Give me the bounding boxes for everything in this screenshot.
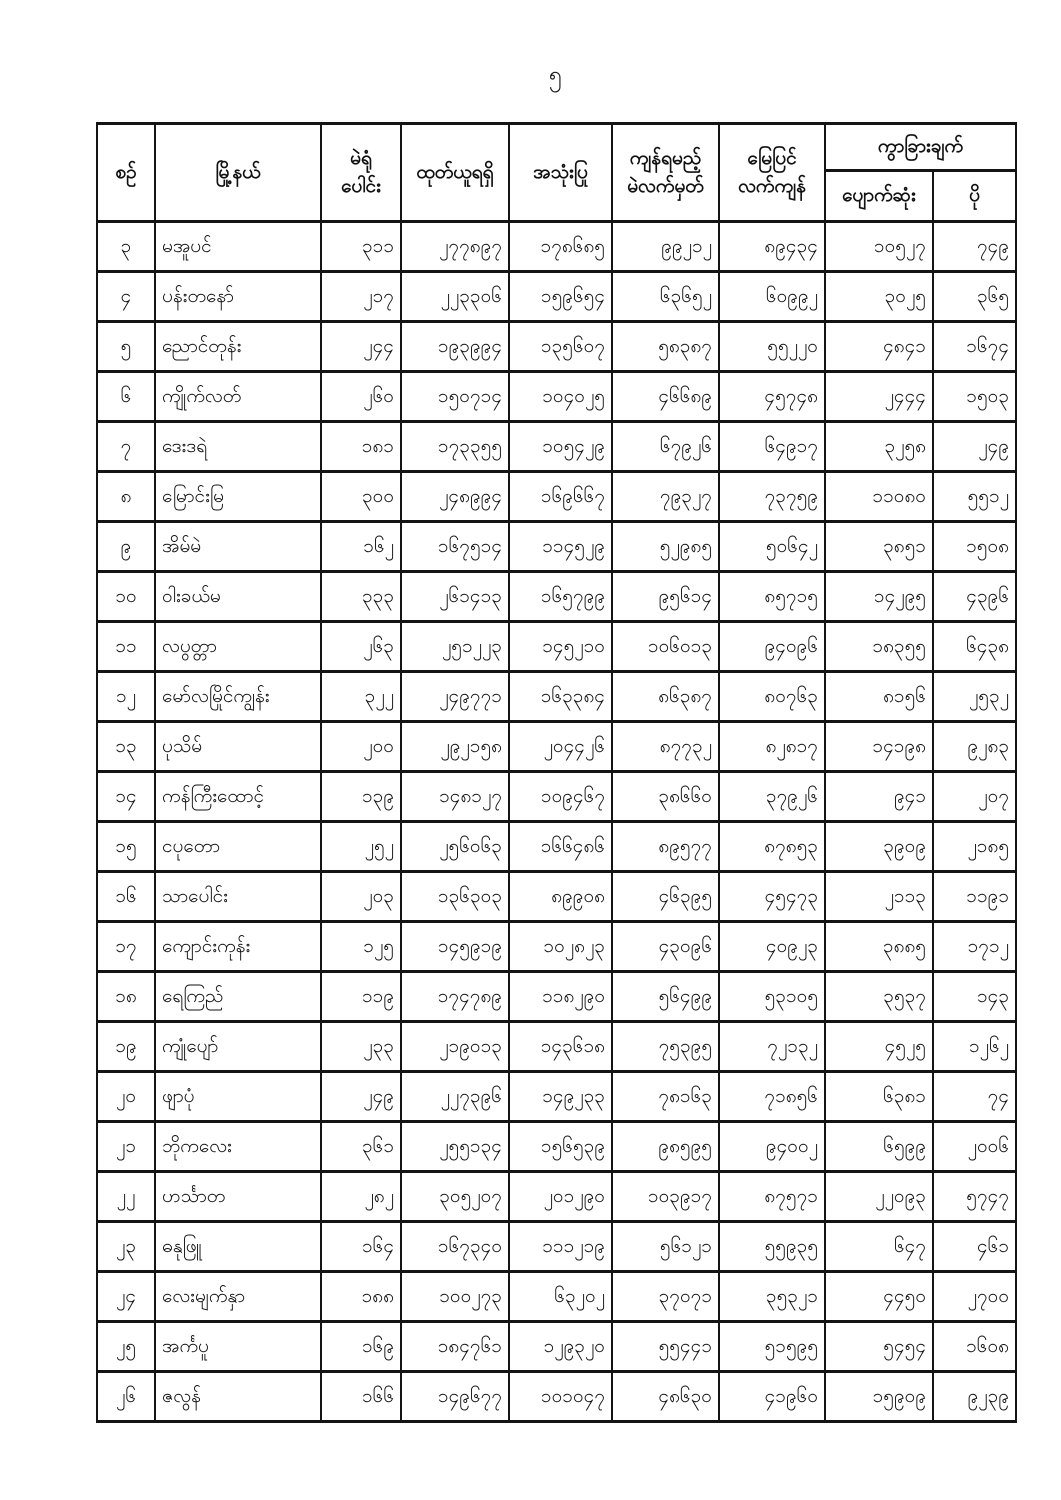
remaining-cell: ၁၀၆၀၁၃ [612,622,719,672]
remaining-cell: ၇၅၃၉၅ [612,1022,719,1072]
ground-cell: ၉၄၀၉၆ [719,622,825,672]
header-polling-stations [321,124,401,222]
township-cell: ကျောင်းကုန်း [155,922,321,972]
extra-cell: ၉၂၈၃ [933,722,1016,772]
no-cell: ၇ [97,422,155,472]
table-row [97,1072,1016,1122]
ground-cell: ၈၀၇၆၃ [719,672,825,722]
header-received: ထုတ်ယူရရှိ [401,124,509,222]
header-ground-remaining-line2: လက်ကျန် [738,175,806,197]
table-row [97,1172,1016,1222]
lost-cell: ၄၄၅၀ [825,1272,933,1322]
received-cell: ၂၄၈၉၉၄ [401,472,509,522]
table-body [97,222,1016,1422]
remaining-cell: ၆၃၆၅၂ [612,272,719,322]
remaining-cell: ၈၉၅၇၇ [612,822,719,872]
received-cell: ၂၆၁၄၁၃ [401,572,509,622]
remaining-cell: ၉၉၂၁၂ [612,222,719,272]
township-cell: ဓနုဖြူ [155,1222,321,1272]
table-row [97,322,1016,372]
used-cell: ၁၀၄၀၂၅ [509,372,612,422]
remaining-cell: ၇၈၁၆၃ [612,1072,719,1122]
used-cell: ၁၆၆၄၈၆ [509,822,612,872]
extra-cell: ၇၄ [933,1072,1016,1122]
table-row [97,1322,1016,1372]
remaining-cell: ၄၃၀၉၆ [612,922,719,972]
no-cell: ၁၁ [97,622,155,672]
lost-cell: ၁၁၀၈၀ [825,472,933,522]
lost-cell: ၅၄၅၄ [825,1322,933,1372]
remaining-cell: ၄၆၃၉၅ [612,872,719,922]
table-row [97,272,1016,322]
township-cell: ရေကြည် [155,972,321,1022]
used-cell: ၁၀၂၈၂၃ [509,922,612,972]
used-cell: ၁၆၉၆၆၇ [509,472,612,522]
table-row [97,522,1016,572]
no-cell: ၁၀ [97,572,155,622]
header-polling-stations-line1: မဲရုံ [350,147,372,169]
used-cell: ၁၁၁၂၁၉ [509,1222,612,1272]
remaining-cell: ၄၈၆၃၀ [612,1372,719,1422]
no-cell: ၁၃ [97,722,155,772]
stations-cell: ၂၄၉ [321,1072,401,1122]
table-row [97,922,1016,972]
township-cell: ညောင်တုန်း [155,322,321,372]
extra-cell: ၁၁၉၁ [933,872,1016,922]
ground-cell: ၄၀၉၂၃ [719,922,825,972]
township-cell: ကန်ကြီးထောင့် [155,772,321,822]
header-extra: ပို [933,171,1016,222]
township-cell: မော်လမြိုင်ကျွန်း [155,672,321,722]
received-cell: ၁၆၇၃၄၀ [401,1222,509,1272]
extra-cell: ၂၇၀၀ [933,1272,1016,1322]
no-cell: ၁၆ [97,872,155,922]
used-cell: ၁၀၁၀၄၇ [509,1372,612,1422]
township-cell: ကျိုက်လတ် [155,372,321,422]
ground-cell: ၅၅၂၂၀ [719,322,825,372]
received-cell: ၁၇၄၇၈၉ [401,972,509,1022]
remaining-cell: ၅၂၉၈၅ [612,522,719,572]
header-remaining-ballots [612,124,719,222]
used-cell: ၁၁၄၅၂၉ [509,522,612,572]
township-cell: မြောင်းမြ [155,472,321,522]
ground-cell: ၄၅၇၄၈ [719,372,825,422]
table-row [97,1272,1016,1322]
remaining-cell: ၈၆၃၈၇ [612,672,719,722]
table-row [97,622,1016,672]
header-no: စဉ် [97,124,155,222]
extra-cell: ၁၇၁၂ [933,922,1016,972]
stations-cell: ၁၆၄ [321,1222,401,1272]
no-cell: ၂၀ [97,1072,155,1122]
extra-cell: ၄၆၁ [933,1222,1016,1272]
stations-cell: ၃၀၀ [321,472,401,522]
township-cell: သာပေါင်း [155,872,321,922]
ground-cell: ၈၇၈၅၃ [719,822,825,872]
stations-cell: ၂၆၀ [321,372,401,422]
lost-cell: ၆၄၇ [825,1222,933,1272]
extra-cell: ၃၆၅ [933,272,1016,322]
lost-cell: ၃၉၀၉ [825,822,933,872]
extra-cell: ၂၄၉ [933,422,1016,472]
extra-cell: ၅၇၄၇ [933,1172,1016,1222]
stations-cell: ၁၃၉ [321,772,401,822]
no-cell: ၁၇ [97,922,155,972]
stations-cell: ၁၆၉ [321,1322,401,1372]
extra-cell: ၂၁၈၅ [933,822,1016,872]
stations-cell: ၃၆၁ [321,1122,401,1172]
header-difference: ကွာခြားချက် [825,124,1016,171]
used-cell: ၁၆၅၇၉၉ [509,572,612,622]
no-cell: ၁၂ [97,672,155,722]
stations-cell: ၂၃၃ [321,1022,401,1072]
no-cell: ၂၁ [97,1122,155,1172]
used-cell: ၆၃၂၀၂ [509,1272,612,1322]
used-cell: ၁၅၉၆၅၄ [509,272,612,322]
header-ground-remaining-line1: မြေပြင် [747,147,797,169]
lost-cell: ၄၅၂၅ [825,1022,933,1072]
township-cell: ဝါးခယ်မ [155,572,321,622]
ground-cell: ၉၄၀၀၂ [719,1122,825,1172]
header-used: အသုံးပြု [509,124,612,222]
extra-cell: ၁၅၀၈ [933,522,1016,572]
remaining-cell: ၈၇၇၃၂ [612,722,719,772]
stations-cell: ၁၈၈ [321,1272,401,1322]
table-row [97,422,1016,472]
received-cell: ၂၉၂၁၅၈ [401,722,509,772]
used-cell: ၁၂၉၃၂၀ [509,1322,612,1372]
stations-cell: ၂၀၃ [321,872,401,922]
table-row [97,1122,1016,1172]
extra-cell: ၁၆၇၄ [933,322,1016,372]
table-row [97,1222,1016,1272]
used-cell: ၂၀၁၂၉၀ [509,1172,612,1222]
remaining-cell: ၃၈၆၆၀ [612,772,719,822]
extra-cell: ၂၀၀၆ [933,1122,1016,1172]
received-cell: ၁၄၅၉၁၉ [401,922,509,972]
header-lost: ပျောက်ဆုံး [825,171,933,222]
table-row [97,772,1016,822]
remaining-cell: ၅၆၁၂၁ [612,1222,719,1272]
extra-cell: ၁၂၆၂ [933,1022,1016,1072]
used-cell: ၁၅၆၅၃၉ [509,1122,612,1172]
lost-cell: ၃၀၂၅ [825,272,933,322]
stations-cell: ၃၁၁ [321,222,401,272]
ground-cell: ၃၅၃၂၁ [719,1272,825,1322]
lost-cell: ၄၈၄၁ [825,322,933,372]
stations-cell: ၁၁၉ [321,972,401,1022]
ground-cell: ၅၃၁၀၅ [719,972,825,1022]
lost-cell: ၂၄၄၄ [825,372,933,422]
received-cell: ၁၅၀၇၁၄ [401,372,509,422]
township-cell: ဇလွန် [155,1372,321,1422]
used-cell: ၁၃၅၆၀၇ [509,322,612,372]
received-cell: ၁၄၉၆၇၇ [401,1372,509,1422]
header-polling-stations-line2: ပေါင်း [341,175,381,197]
table-row [97,222,1016,272]
table-row [97,722,1016,772]
no-cell: ၂၂ [97,1172,155,1222]
township-cell: အိမ်မဲ [155,522,321,572]
remaining-cell: ၇၉၃၂၇ [612,472,719,522]
ground-cell: ၅၅၉၃၅ [719,1222,825,1272]
used-cell: ၂၀၄၄၂၆ [509,722,612,772]
township-cell: ပုသိမ် [155,722,321,772]
extra-cell: ၉၂၃၉ [933,1372,1016,1422]
received-cell: ၂၅၆၀၆၃ [401,822,509,872]
ground-cell: ၄၅၄၇၃ [719,872,825,922]
extra-cell: ၆၄၃၈ [933,622,1016,672]
ground-cell: ၆၀၉၉၂ [719,272,825,322]
table-row [97,672,1016,722]
received-cell: ၂၂၇၃၉၆ [401,1072,509,1122]
used-cell: ၁၇၈၆၈၅ [509,222,612,272]
used-cell: ၁၄၅၂၁၀ [509,622,612,672]
ground-cell: ၅၀၆၄၂ [719,522,825,572]
ground-cell: ၄၁၉၆၀ [719,1372,825,1422]
no-cell: ၁၄ [97,772,155,822]
header-township: မြို့နယ် [155,124,321,222]
ground-cell: ၈၉၄၃၄ [719,222,825,272]
received-cell: ၂၅၅၁၃၄ [401,1122,509,1172]
received-cell: ၃၀၅၂၀၇ [401,1172,509,1222]
received-cell: ၂၁၉၀၁၃ [401,1022,509,1072]
stations-cell: ၂၅၂ [321,822,401,872]
table-row [97,372,1016,422]
no-cell: ၂၄ [97,1272,155,1322]
no-cell: ၆ [97,372,155,422]
township-cell: မအူပင် [155,222,321,272]
no-cell: ၄ [97,272,155,322]
used-cell: ၁၄၉၂၃၃ [509,1072,612,1122]
township-cell: ဒေးဒရဲ [155,422,321,472]
header-ground-remaining [719,124,825,222]
township-cell: ငပုတော [155,822,321,872]
extra-cell: ၂၅၃၂ [933,672,1016,722]
stations-cell: ၂၁၇ [321,272,401,322]
table-row [97,872,1016,922]
lost-cell: ၆၃၈၁ [825,1072,933,1122]
stations-cell: ၁၂၅ [321,922,401,972]
ground-cell: ၈၂၈၁၇ [719,722,825,772]
township-cell: ဖျာပုံ [155,1072,321,1122]
table-row [97,972,1016,1022]
lost-cell: ၉၄၁ [825,772,933,822]
remaining-cell: ၁၀၃၉၁၇ [612,1172,719,1222]
received-cell: ၁၉၃၉၉၄ [401,322,509,372]
no-cell: ၅ [97,322,155,372]
extra-cell: ၁၆၀၈ [933,1322,1016,1372]
received-cell: ၂၇၇၈၉၇ [401,222,509,272]
no-cell: ၁၅ [97,822,155,872]
remaining-cell: ၅၈၃၈၇ [612,322,719,372]
ground-cell: ၅၁၅၉၅ [719,1322,825,1372]
ground-cell: ၆၄၉၁၇ [719,422,825,472]
ground-cell: ၇၃၇၅၉ [719,472,825,522]
lost-cell: ၃၂၅၈ [825,422,933,472]
lost-cell: ၃၈၈၅ [825,922,933,972]
page-number: ၅ [549,61,562,87]
no-cell: ၂၅ [97,1322,155,1372]
extra-cell: ၅၅၁၂ [933,472,1016,522]
ground-cell: ၈၅၇၁၅ [719,572,825,622]
extra-cell: ၁၄၃ [933,972,1016,1022]
stations-cell: ၁၆၂ [321,522,401,572]
no-cell: ၉ [97,522,155,572]
stations-cell: ၂၀၀ [321,722,401,772]
table-row [97,1372,1016,1422]
remaining-cell: ၅၅၄၄၁ [612,1322,719,1372]
used-cell: ၁၁၈၂၉၀ [509,972,612,1022]
ground-cell: ၇၁၈၅၆ [719,1072,825,1122]
lost-cell: ၂၁၁၃ [825,872,933,922]
table-row [97,572,1016,622]
lost-cell: ၁၀၅၂၇ [825,222,933,272]
lost-cell: ၈၁၅၆ [825,672,933,722]
ballot-summary-table [96,122,1017,1423]
stations-cell: ၁၆၆ [321,1372,401,1422]
lost-cell: ၃၅၃၇ [825,972,933,1022]
ground-cell: ၈၇၅၇၁ [719,1172,825,1222]
header-remaining-ballots-line1: ကျန်ရမည့် [629,147,702,169]
lost-cell: ၁၄၁၉၈ [825,722,933,772]
extra-cell: ၂၀၇ [933,772,1016,822]
table-row [97,1022,1016,1072]
used-cell: ၁၄၃၆၁၈ [509,1022,612,1072]
extra-cell: ၄၃၉၆ [933,572,1016,622]
remaining-cell: ၉၈၅၉၅ [612,1122,719,1172]
no-cell: ၁၈ [97,972,155,1022]
remaining-cell: ၆၇၉၂၆ [612,422,719,472]
remaining-cell: ၅၆၄၉၉ [612,972,719,1022]
no-cell: ၁၉ [97,1022,155,1072]
no-cell: ၈ [97,472,155,522]
used-cell: ၁၆၃၃၈၄ [509,672,612,722]
extra-cell: ၇၄၉ [933,222,1016,272]
township-cell: ဟင်္သာတ [155,1172,321,1222]
lost-cell: ၁၄၂၉၅ [825,572,933,622]
township-cell: လပွတ္တာ [155,622,321,672]
extra-cell: ၁၅၀၃ [933,372,1016,422]
township-cell: ကျုံပျော် [155,1022,321,1072]
no-cell: ၂၆ [97,1372,155,1422]
stations-cell: ၃၂၂ [321,672,401,722]
ground-cell: ၃၇၉၂၆ [719,772,825,822]
received-cell: ၁၈၄၇၆၁ [401,1322,509,1372]
remaining-cell: ၉၅၆၁၄ [612,572,719,622]
stations-cell: ၂၄၄ [321,322,401,372]
received-cell: ၂၅၁၂၂၃ [401,622,509,672]
lost-cell: ၁၈၃၅၅ [825,622,933,672]
township-cell: အင်္ကပူ [155,1322,321,1372]
received-cell: ၂၄၉၇၇၁ [401,672,509,722]
received-cell: ၁၀၀၂၇၃ [401,1272,509,1322]
received-cell: ၂၂၃၃၀၆ [401,272,509,322]
no-cell: ၃ [97,222,155,272]
stations-cell: ၂၆၃ [321,622,401,672]
received-cell: ၁၆၇၅၁၄ [401,522,509,572]
remaining-cell: ၄၆၆၈၉ [612,372,719,422]
remaining-cell: ၃၇၀၇၁ [612,1272,719,1322]
received-cell: ၁၄၈၁၂၇ [401,772,509,822]
no-cell: ၂၃ [97,1222,155,1272]
lost-cell: ၁၅၉၀၉ [825,1372,933,1422]
used-cell: ၁၀၉၄၆၇ [509,772,612,822]
stations-cell: ၃၃၃ [321,572,401,622]
lost-cell: ၂၂၀၉၃ [825,1172,933,1222]
received-cell: ၁၇၃၃၅၅ [401,422,509,472]
stations-cell: ၂၈၂ [321,1172,401,1222]
ground-cell: ၇၂၁၃၂ [719,1022,825,1072]
table-row [97,472,1016,522]
received-cell: ၁၃၆၃၀၃ [401,872,509,922]
table-row [97,822,1016,872]
township-cell: ပန်းတနော် [155,272,321,322]
lost-cell: ၆၅၉၉ [825,1122,933,1172]
lost-cell: ၃၈၅၁ [825,522,933,572]
used-cell: ၁၀၅၄၂၉ [509,422,612,472]
stations-cell: ၁၈၁ [321,422,401,472]
used-cell: ၈၉၉၀၈ [509,872,612,922]
township-cell: ဘိုကလေး [155,1122,321,1172]
header-remaining-ballots-line2: မဲလက်မှတ် [627,175,704,197]
township-cell: လေးမျက်နှာ [155,1272,321,1322]
